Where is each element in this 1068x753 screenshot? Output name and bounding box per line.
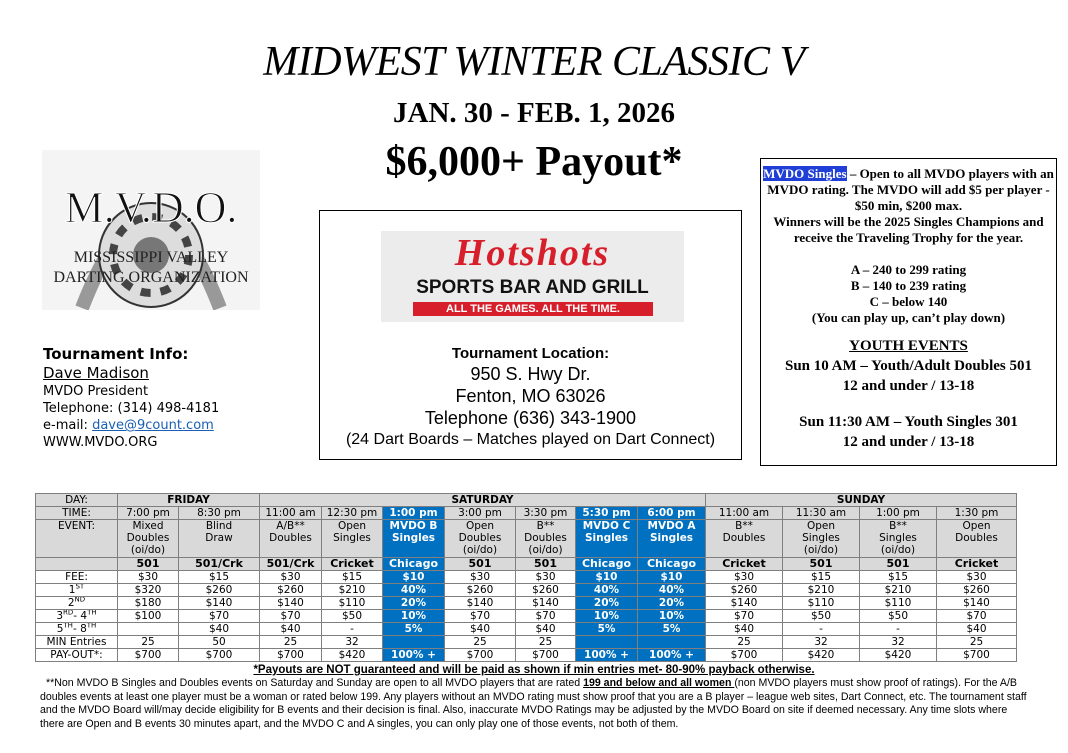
second-place-row-label-part: 2 xyxy=(67,597,75,609)
fifth-eighth-row xyxy=(36,623,1017,636)
game-type-cell: 501/Crk xyxy=(179,558,260,571)
second-place-row-label-part: ND xyxy=(74,596,86,604)
svg-text:MISSISSIPPI VALLEY: MISSISSIPPI VALLEY xyxy=(73,249,229,266)
first-place-cell: $260 xyxy=(445,584,516,597)
event-name-line: (oi/do) xyxy=(528,544,563,556)
time-cell: 11:00 am xyxy=(706,507,783,520)
fee-cell: $15 xyxy=(860,571,937,584)
fifth-eighth-cell: 5% xyxy=(383,623,445,636)
payout-cell: 100% + xyxy=(638,649,706,662)
event-name-line: Open xyxy=(806,520,836,532)
first-place-cell: $320 xyxy=(118,584,179,597)
first-place-cell: $210 xyxy=(783,584,860,597)
event-name-line: B** xyxy=(735,520,753,532)
fee-cell: $30 xyxy=(706,571,783,584)
event-name-line: Open xyxy=(337,520,367,532)
payout-row xyxy=(36,649,1017,662)
third-fourth-cell: 10% xyxy=(383,610,445,623)
fee-cell: $15 xyxy=(322,571,383,584)
mvdo-logo xyxy=(42,150,260,310)
first-place-row-label xyxy=(36,584,118,597)
third-fourth-row-label-part: TH xyxy=(87,609,97,617)
fifth-eighth-row-label-part: TH xyxy=(86,622,97,630)
payout-cell: $420 xyxy=(783,649,860,662)
event-name-line: Singles xyxy=(333,532,371,544)
youth-event-2-ages: 12 and under / 13-18 xyxy=(842,434,975,450)
fifth-eighth-cell: 5% xyxy=(638,623,706,636)
payout-headline: $6,000+ Payout* xyxy=(385,139,683,185)
rating-c: C – below 140 xyxy=(869,294,948,309)
website: WWW.MVDO.ORG xyxy=(43,435,158,450)
payout-cell: $700 xyxy=(179,649,260,662)
second-place-cell: 20% xyxy=(638,597,706,610)
email-link[interactable]: dave@9count.com xyxy=(92,418,214,433)
game-type-cell: 501 xyxy=(118,558,179,571)
game-type-cell: Chicago xyxy=(638,558,706,571)
contact-name: Dave Madison xyxy=(43,364,149,382)
third-fourth-row-label-part: - 4 xyxy=(73,610,88,622)
time-cell: 11:00 am xyxy=(260,507,322,520)
fifth-eighth-row-label-part: - 8 xyxy=(72,623,87,635)
fifth-eighth-cell: $40 xyxy=(706,623,783,636)
event-cell xyxy=(783,520,860,558)
time-cell: 8:30 pm xyxy=(179,507,260,520)
min-entries-cell: 25 xyxy=(706,636,783,649)
first-place-cell: 40% xyxy=(638,584,706,597)
third-fourth-cell: $70 xyxy=(516,610,576,623)
fifth-eighth-row-label-part: 5 xyxy=(56,623,64,635)
second-place-cell: $110 xyxy=(783,597,860,610)
game-type-cell: Cricket xyxy=(937,558,1017,571)
game-type-cell: 501 xyxy=(516,558,576,571)
third-fourth-cell: $70 xyxy=(179,610,260,623)
first-place-row-label-part: 1 xyxy=(68,584,76,596)
third-fourth-row-label-part: 3 xyxy=(56,610,64,622)
second-place-cell: 20% xyxy=(576,597,638,610)
time-cell: 1:00 pm xyxy=(860,507,937,520)
third-fourth-cell: $50 xyxy=(860,610,937,623)
second-place-cell: $140 xyxy=(706,597,783,610)
game-type-cell: Cricket xyxy=(322,558,383,571)
fifth-eighth-cell xyxy=(118,623,179,636)
email-label: e-mail: xyxy=(43,418,93,433)
time-cell: 1:00 pm xyxy=(383,507,445,520)
event-name-line: B** xyxy=(889,520,907,532)
fee-cell: $30 xyxy=(937,571,1017,584)
second-place-cell: 20% xyxy=(383,597,445,610)
time-cell: 1:30 pm xyxy=(937,507,1017,520)
rules-winners: Winners will be the 2025 Singles Champions and receive the Traveling Trophy for the year. xyxy=(773,214,1044,245)
third-fourth-cell: $50 xyxy=(322,610,383,623)
schedule-table xyxy=(35,493,1017,662)
time-row xyxy=(36,507,1017,520)
time-cell: 7:00 pm xyxy=(118,507,179,520)
first-place-cell: $210 xyxy=(860,584,937,597)
event-cell xyxy=(445,520,516,558)
event-cell xyxy=(937,520,1017,558)
event-name-line: Draw xyxy=(205,532,233,544)
time-cell: 12:30 pm xyxy=(322,507,383,520)
second-place-cell: $180 xyxy=(118,597,179,610)
youth-event-2: Sun 11:30 AM – Youth Singles 301 xyxy=(799,414,1018,430)
first-place-row xyxy=(36,584,1017,597)
mvdo-singles-highlight: MVDO Singles xyxy=(763,166,847,181)
event-name-line: B** xyxy=(536,520,555,532)
min-entries-cell xyxy=(638,636,706,649)
event-name-line: Blind xyxy=(205,520,233,532)
second-place-row xyxy=(36,597,1017,610)
payout-cell: 100% + xyxy=(576,649,638,662)
payout-cell: $700 xyxy=(937,649,1017,662)
fee-cell: $15 xyxy=(179,571,260,584)
day-row xyxy=(36,494,1017,507)
first-place-cell: $260 xyxy=(260,584,322,597)
play-up-note: (You can play up, can’t play down) xyxy=(811,310,1006,325)
first-place-cell: 40% xyxy=(576,584,638,597)
min-entries-cell: 25 xyxy=(445,636,516,649)
fee-cell: $30 xyxy=(516,571,576,584)
event-cell xyxy=(516,520,576,558)
event-name-line: Open xyxy=(465,520,495,532)
time-cell: 3:00 pm xyxy=(445,507,516,520)
hotshots-logo-sub: SPORTS BAR AND GRILL xyxy=(416,277,649,298)
fee-cell: $10 xyxy=(638,571,706,584)
min-entries-row xyxy=(36,636,1017,649)
second-place-cell: $140 xyxy=(179,597,260,610)
eligibility-text-a: **Non MVDO B Singles and Doubles events on Saturday and Sunday are open to all MVDO players that are rated xyxy=(46,677,584,689)
third-fourth-cell: $50 xyxy=(783,610,860,623)
first-place-cell: $260 xyxy=(179,584,260,597)
fee-cell: $10 xyxy=(383,571,445,584)
address-line1: 950 S. Hwy Dr. xyxy=(470,364,591,384)
first-place-row-label-part: ST xyxy=(75,583,85,591)
fifth-eighth-cell: - xyxy=(783,623,860,636)
fifth-eighth-cell: 5% xyxy=(576,623,638,636)
event-name-line: MVDO A xyxy=(647,520,696,532)
payout-cell: $700 xyxy=(118,649,179,662)
event-title: MIDWEST WINTER CLASSIC V xyxy=(263,39,805,85)
game-type-row xyxy=(36,558,1017,571)
fee-cell: $30 xyxy=(445,571,516,584)
fee-cell: $30 xyxy=(118,571,179,584)
event-row xyxy=(36,520,1017,558)
fifth-eighth-cell: $40 xyxy=(445,623,516,636)
eligibility-note xyxy=(40,677,1030,731)
youth-heading: YOUTH EVENTS xyxy=(849,338,968,354)
contact-role: MVDO President xyxy=(43,384,149,399)
event-name-line: Doubles xyxy=(722,532,766,544)
fifth-eighth-cell: $40 xyxy=(260,623,322,636)
svg-text:DARTING ORGANIZATION: DARTING ORGANIZATION xyxy=(53,269,249,286)
game-type-row-label xyxy=(36,558,118,571)
contact-phone: Telephone: (314) 498-4181 xyxy=(43,401,220,416)
third-fourth-row xyxy=(36,610,1017,623)
first-place-cell: $260 xyxy=(706,584,783,597)
third-fourth-cell: 10% xyxy=(576,610,638,623)
event-name-line: MVDO B xyxy=(389,520,438,532)
eligibility-text-b: (non MVDO players must show proof of ratings). For the A/B doubles events at least one player must be a woman or rated below 199. Any players without an MVDO rating must show proof that you are a B player – league web sites, Dart Connect, etc. The tournament staff and the MVDO Board will/may decide eligibility for B events and their decision is final. Also, inaccurate MVDO Ratings may be adjusted by the MVDO Board on site if deemed necessary. Any time slots where there are Open and B events 30 minutes apart, and the MVDO C and A singles, you can only play one of those events, not both of them. xyxy=(40,677,1027,730)
event-name-line: Doubles xyxy=(126,532,170,544)
first-place-cell: $260 xyxy=(937,584,1017,597)
event-cell xyxy=(576,520,638,558)
second-place-cell: $140 xyxy=(445,597,516,610)
event-cell xyxy=(706,520,783,558)
fifth-eighth-cell: - xyxy=(322,623,383,636)
fifth-eighth-cell: $40 xyxy=(179,623,260,636)
min-entries-row-label: MIN Entries xyxy=(36,636,118,649)
event-name-line: (oi/do) xyxy=(880,544,916,556)
fee-cell: $10 xyxy=(576,571,638,584)
second-place-row-label xyxy=(36,597,118,610)
event-name-line: Doubles xyxy=(458,532,502,544)
min-entries-cell: 32 xyxy=(860,636,937,649)
fee-row-label: FEE: xyxy=(36,571,118,584)
third-fourth-cell: $70 xyxy=(937,610,1017,623)
min-entries-cell: 50 xyxy=(179,636,260,649)
time-cell: 11:30 am xyxy=(783,507,860,520)
youth-event-1: Sun 10 AM – Youth/Adult Doubles 501 xyxy=(784,358,1032,374)
event-cell xyxy=(638,520,706,558)
day-header-sunday: SUNDAY xyxy=(706,494,1017,507)
svg-text:M.V.D.O.: M.V.D.O. xyxy=(64,183,238,232)
event-name-line: Singles xyxy=(584,532,629,544)
fifth-eighth-cell: $40 xyxy=(937,623,1017,636)
event-row-label: EVENT: xyxy=(36,520,118,558)
third-fourth-row-label xyxy=(36,610,118,623)
payout-cell: $420 xyxy=(322,649,383,662)
venue-note: (24 Dart Boards – Matches played on Dart Connect) xyxy=(345,431,716,448)
third-fourth-cell: $70 xyxy=(260,610,322,623)
payout-cell: 100% + xyxy=(383,649,445,662)
third-fourth-row-label-part: RD xyxy=(63,609,74,617)
event-name-line: Mixed xyxy=(132,520,164,532)
location-box xyxy=(319,210,742,460)
min-entries-cell: 25 xyxy=(937,636,1017,649)
event-dates: JAN. 30 - FEB. 1, 2026 xyxy=(393,97,675,129)
event-cell xyxy=(260,520,322,558)
second-place-cell: $110 xyxy=(860,597,937,610)
event-name-line: A/B** xyxy=(276,520,305,532)
hotshots-logo xyxy=(381,231,684,322)
min-entries-cell: 25 xyxy=(118,636,179,649)
hotshots-logo-tagline: ALL THE GAMES. ALL THE TIME. xyxy=(413,302,653,316)
payout-cell: $700 xyxy=(445,649,516,662)
time-cell: 5:30 pm xyxy=(576,507,638,520)
game-type-cell: Cricket xyxy=(706,558,783,571)
rating-b: B – 140 to 239 rating xyxy=(850,278,967,293)
time-cell: 3:30 pm xyxy=(516,507,576,520)
min-entries-cell xyxy=(383,636,445,649)
payout-row-label: PAY-OUT*: xyxy=(36,649,118,662)
event-name-line: Doubles xyxy=(269,532,312,544)
game-type-cell: Chicago xyxy=(576,558,638,571)
game-type-cell: 501 xyxy=(783,558,860,571)
second-place-cell: $140 xyxy=(516,597,576,610)
youth-event-1-ages: 12 and under / 13-18 xyxy=(842,378,975,394)
rules-box xyxy=(760,158,1057,466)
payout-cell: $700 xyxy=(706,649,783,662)
min-entries-cell: 32 xyxy=(783,636,860,649)
time-cell: 6:00 pm xyxy=(638,507,706,520)
event-cell xyxy=(322,520,383,558)
payout-cell: $700 xyxy=(516,649,576,662)
second-place-cell: $140 xyxy=(937,597,1017,610)
first-place-cell: 40% xyxy=(383,584,445,597)
event-name-line: Singles xyxy=(879,532,917,544)
event-cell xyxy=(860,520,937,558)
schedule-section xyxy=(0,493,1068,731)
event-cell xyxy=(383,520,445,558)
hotshots-logo-name: Hotshots xyxy=(454,232,611,274)
fifth-eighth-row-label xyxy=(36,623,118,636)
venue-phone: Telephone (636) 343-1900 xyxy=(424,408,637,428)
fifth-eighth-cell: - xyxy=(860,623,937,636)
payout-cell: $420 xyxy=(860,649,937,662)
event-name-line: Singles xyxy=(802,532,840,544)
second-place-cell: $140 xyxy=(260,597,322,610)
event-name-line: Doubles xyxy=(524,532,567,544)
day-header-friday: FRIDAY xyxy=(118,494,260,507)
location-heading: Tournament Location: xyxy=(451,345,610,362)
day-label: DAY: xyxy=(36,494,118,507)
event-name-line: MVDO C xyxy=(582,520,631,532)
game-type-cell: Chicago xyxy=(383,558,445,571)
payout-cell: $700 xyxy=(260,649,322,662)
time-row-label: TIME: xyxy=(36,507,118,520)
fifth-eighth-row-label-part: TH xyxy=(63,622,73,630)
event-name-line: Singles xyxy=(649,532,694,544)
second-place-cell: $110 xyxy=(322,597,383,610)
fee-row xyxy=(36,571,1017,584)
third-fourth-cell: $70 xyxy=(706,610,783,623)
min-entries-cell: 25 xyxy=(260,636,322,649)
rating-a: A – 240 to 299 rating xyxy=(850,262,967,277)
fee-cell: $15 xyxy=(783,571,860,584)
event-name-line: Open xyxy=(962,520,991,532)
game-type-cell: 501/Crk xyxy=(260,558,322,571)
event-name-line: Doubles xyxy=(955,532,998,544)
third-fourth-cell: $70 xyxy=(445,610,516,623)
first-place-cell: $260 xyxy=(516,584,576,597)
fee-cell: $30 xyxy=(260,571,322,584)
min-entries-cell: 32 xyxy=(322,636,383,649)
fifth-eighth-cell: $40 xyxy=(516,623,576,636)
rules-intro: – Open to all MVDO players with an MVDO rating. The MVDO will add $5 per player - $50 min, $200 max. xyxy=(767,166,1054,213)
eligibility-text-bold: 199 and below and all women xyxy=(583,677,735,689)
event-cell xyxy=(179,520,260,558)
info-heading: Tournament Info: xyxy=(43,345,189,363)
event-name-line: Singles xyxy=(391,532,436,544)
event-name-line: (oi/do) xyxy=(803,544,839,556)
min-entries-cell: 25 xyxy=(516,636,576,649)
third-fourth-cell: 10% xyxy=(638,610,706,623)
game-type-cell: 501 xyxy=(445,558,516,571)
third-fourth-cell: $100 xyxy=(118,610,179,623)
address-line2: Fenton, MO 63026 xyxy=(455,386,606,406)
event-name-line: (oi/do) xyxy=(130,544,166,556)
event-name-line: (oi/do) xyxy=(462,544,498,556)
tournament-info xyxy=(43,345,219,451)
first-place-cell: $210 xyxy=(322,584,383,597)
min-entries-cell xyxy=(576,636,638,649)
game-type-cell: 501 xyxy=(860,558,937,571)
day-header-saturday: SATURDAY xyxy=(260,494,706,507)
event-cell xyxy=(118,520,179,558)
payout-disclaimer: *Payouts are NOT guaranteed and will be paid as shown if min entries met- 80-90% payback otherwise. xyxy=(253,664,815,676)
